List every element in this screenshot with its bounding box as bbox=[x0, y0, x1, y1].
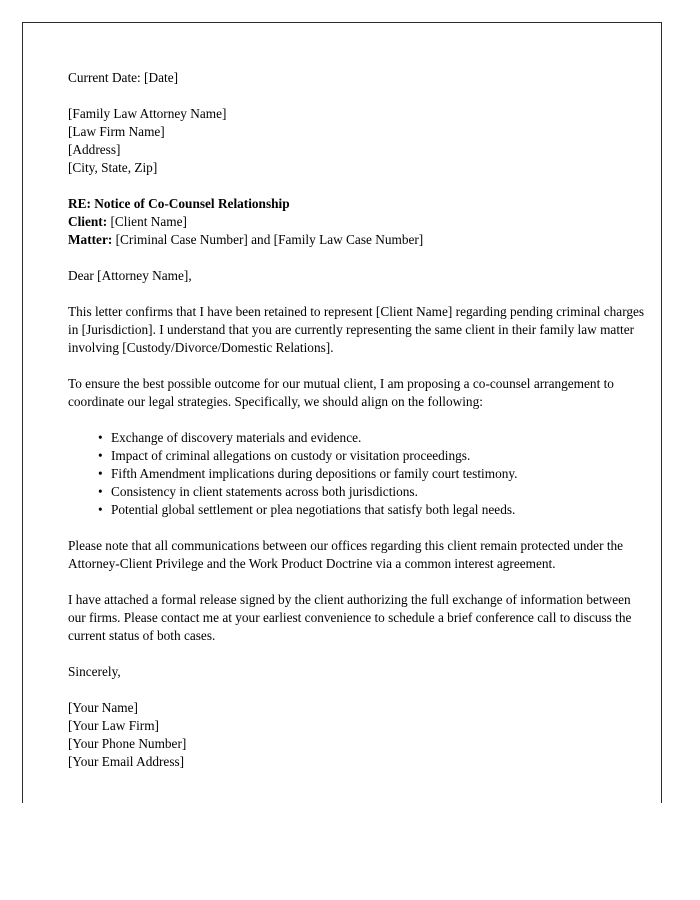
list-item bbox=[68, 465, 650, 483]
date-line bbox=[68, 69, 650, 87]
matter-label: Matter: bbox=[68, 232, 113, 247]
list-item-label: Fifth Amendment implications during depositions or family court testimony. bbox=[111, 466, 518, 481]
list-item bbox=[68, 501, 650, 519]
signature-line-3: [Your Phone Number] bbox=[68, 736, 187, 751]
bullet-icon: • bbox=[98, 502, 103, 517]
document-page bbox=[22, 22, 662, 803]
paragraph-3: Please note that all communications between our offices regarding this client remain protected under the Attorney-Client Privilege and the Work Product Doctrine via a common interest agreement. bbox=[68, 538, 624, 571]
letter-body bbox=[68, 69, 650, 771]
salutation: Dear [Attorney Name], bbox=[68, 268, 192, 283]
client-label: Client: bbox=[68, 214, 108, 229]
recipient-line-4: [City, State, Zip] bbox=[68, 160, 158, 175]
list-item-label: Consistency in client statements across both jurisdictions. bbox=[111, 484, 418, 499]
list-item bbox=[68, 483, 650, 501]
client-value: [Client Name] bbox=[110, 214, 187, 229]
closing: Sincerely, bbox=[68, 664, 121, 679]
matter-value: [Criminal Case Number] and [Family Law Case Number] bbox=[115, 232, 424, 247]
bullet-icon: • bbox=[98, 466, 103, 481]
list-item bbox=[68, 429, 650, 447]
reference-block bbox=[68, 195, 650, 249]
signature-line-2: [Your Law Firm] bbox=[68, 718, 159, 733]
bullet-icon: • bbox=[98, 484, 103, 499]
recipient-address-block bbox=[68, 105, 650, 177]
list-item-label: Exchange of discovery materials and evidence. bbox=[111, 430, 362, 445]
recipient-line-3: [Address] bbox=[68, 142, 121, 157]
recipient-line-1: [Family Law Attorney Name] bbox=[68, 106, 227, 121]
bullet-icon: • bbox=[98, 448, 103, 463]
paragraph-2: To ensure the best possible outcome for our mutual client, I am proposing a co-counsel arrangement to coordinate our legal strategies. Specifically, we should align on the following: bbox=[68, 376, 614, 409]
signature-block bbox=[68, 699, 650, 771]
list-item-label: Potential global settlement or plea negotiations that satisfy both legal needs. bbox=[111, 502, 516, 517]
re-line: RE: Notice of Co-Counsel Relationship bbox=[68, 196, 290, 211]
list-item bbox=[68, 447, 650, 465]
paragraph-4: I have attached a formal release signed by the client authorizing the full exchange of information between our firms. Please contact me at your earliest convenience to schedule a brief conference call to discuss the current status of both cases. bbox=[68, 592, 632, 643]
client-line bbox=[68, 213, 650, 231]
coordination-bullet-list bbox=[68, 429, 650, 519]
signature-line-4: [Your Email Address] bbox=[68, 754, 185, 769]
matter-line bbox=[68, 231, 650, 249]
bullet-icon: • bbox=[98, 430, 103, 445]
list-item-label: Impact of criminal allegations on custody or visitation proceedings. bbox=[111, 448, 471, 463]
signature-line-1: [Your Name] bbox=[68, 700, 138, 715]
date-line-text: Current Date: [Date] bbox=[68, 70, 179, 85]
recipient-line-2: [Law Firm Name] bbox=[68, 124, 165, 139]
paragraph-1: This letter confirms that I have been retained to represent [Client Name] regarding pending criminal charges in [Jurisdiction]. I understand that you are currently representing the same client in their family law matter involving [Custody/Divorce/Domestic Relations]. bbox=[68, 304, 645, 355]
